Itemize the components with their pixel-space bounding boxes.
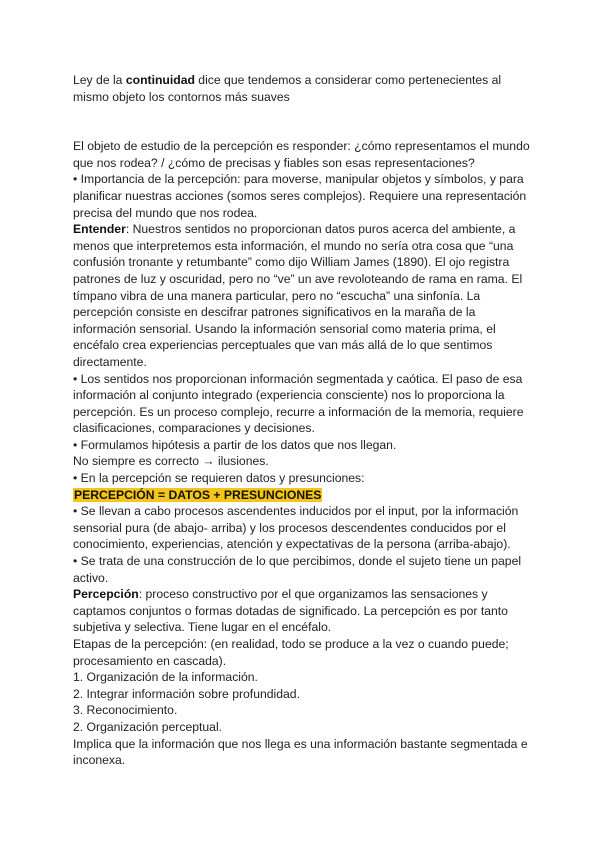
bullet-hypotheses: • Formulamos hipótesis a partir de los datos que nos llegan. bbox=[73, 437, 397, 452]
intro-prefix: Ley de la bbox=[73, 73, 126, 87]
formula-line bbox=[73, 487, 533, 504]
bullet-processes: • Se llevan a cabo procesos ascendentes inducidos por el input, por la información sensorial pura (de abajo- arriba) y los procesos descendentes conducidos por el conocimiento, experiencias, atención y expectativas de la persona (arriba-abajo). bbox=[73, 504, 519, 552]
paragraph-conclusion: Implica que la información que nos llega es una información bastante segmentada e inconexa. bbox=[73, 736, 528, 768]
line-illusions: No siempre es correcto → ilusiones. bbox=[73, 454, 269, 469]
formula-highlight: PERCEPCIÓN = DATOS + PRESUNCIONES bbox=[74, 487, 322, 502]
entender-text: : Nuestros sentidos no proporcionan datos puros acerca del ambiente, a menos que interpretemos esta información, el mundo no sería otra cosa que “una confusión tronante y retumbante” como dijo William James (1890). El ojo registra patrones de luz y oscuridad, pero no “ve” un ave revoloteando de rama en rama. El tímpano vibra de una manera particular, pero no “escucha” una sinfonía. La percepción consiste en descifrar patrones significativos en la maraña de la información sensorial. Usando la información sensorial como materia prima, el encéfalo crea experiencias perceptuales que van más allá de lo que sentimos directamente. bbox=[73, 222, 523, 369]
intro-paragraph bbox=[73, 72, 533, 105]
bullet-data-presumptions: • En la percepción se requieren datos y presunciones: bbox=[73, 471, 365, 486]
paragraph-stages: Etapas de la percepción: (en realidad, todo se produce a la vez o cuando puede; procesamiento en cascada). bbox=[73, 637, 509, 668]
paragraph-object-of-study: El objeto de estudio de la percepción es responder: ¿cómo representamos el mundo que nos rodea? / ¿cómo de precisas y fiables son esas representaciones? bbox=[73, 139, 530, 170]
paragraph-percepcion-definition bbox=[73, 586, 533, 636]
bullet-construction: • Se trata de una construcción de lo que percibimos, donde el sujeto tiene un papel activo. bbox=[73, 554, 522, 585]
list-item: 2. Organización perceptual. bbox=[73, 719, 223, 734]
list-item: 1. Organización de la información. bbox=[73, 670, 258, 685]
percepcion-term: Percepción bbox=[73, 587, 139, 602]
percepcion-text: : proceso constructivo por el que organizamos las sensaciones y captamos conjuntos o formas dotadas de significado. La percepción es por tanto subjetiva y selectiva. Tiene lugar en el encéfalo. bbox=[73, 587, 508, 635]
paragraph-gap bbox=[73, 105, 533, 138]
intro-suffix: dice que tendemos a considerar como pertenecientes al mismo objeto los contornos más suaves bbox=[73, 73, 502, 104]
bullet-importance: • Importancia de la percepción: para moverse, manipular objetos y símbolos, y para planificar nuestras acciones (somos seres complejos). Requiere una representación precisa del mundo que nos rodea. bbox=[73, 172, 527, 220]
intro-term: continuidad bbox=[125, 73, 195, 87]
bullet-senses: • Los sentidos nos proporcionan información segmentada y caótica. El paso de esa información al conjunto integrado (experiencia consciente) nos lo proporciona la percepción. Es un proceso complejo, recurre a información de la memoria, requiere clasificaciones, comparaciones y decisiones. bbox=[73, 371, 524, 436]
entender-term: Entender bbox=[73, 222, 126, 237]
paragraph-entender bbox=[73, 221, 533, 370]
list-item: 3. Reconocimiento. bbox=[73, 703, 178, 718]
document-page bbox=[73, 72, 533, 769]
list-item: 2. Integrar información sobre profundidad. bbox=[73, 686, 300, 701]
